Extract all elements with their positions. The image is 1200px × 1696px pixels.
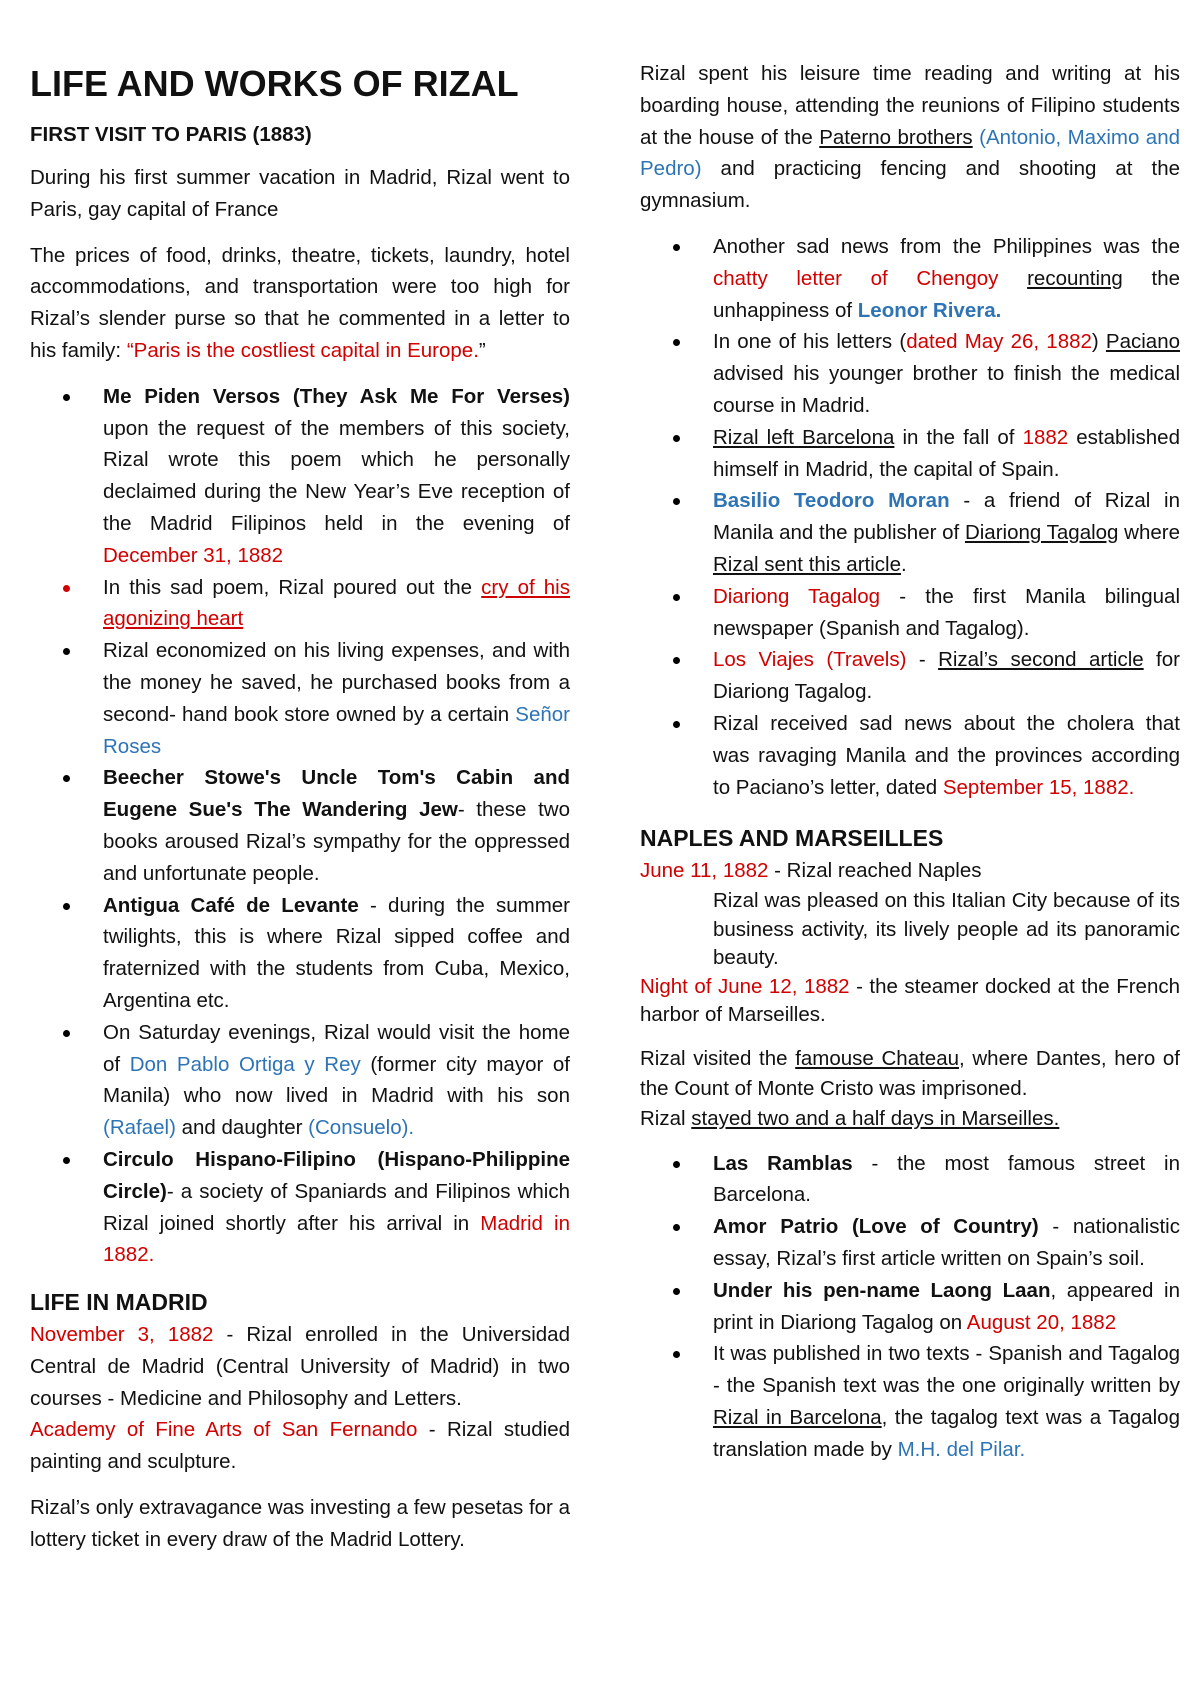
list-item: Las Ramblas - the most famous street in Barcelona. [640,1148,1180,1212]
bullet-list-madrid [640,231,1180,803]
list-item: Basilio Teodoro Moran - a friend of Rizal in Manila and the publisher of Diariong Tagalog where Rizal sent this article. [640,485,1180,580]
paragraph-enrolled: November 3, 1882 - Rizal enrolled in the Universidad Central de Madrid (Central University of Madrid) in two courses - Medicine and Philosophy and Letters. [30,1323,570,1410]
right-column [640,58,1180,1480]
list-item: Rizal economized on his living expenses, and with the money he saved, he purchased books from a second- hand book store owned by a certain Señor Roses [30,635,570,762]
list-item: Beecher Stowe's Uncle Tom's Cabin and Eugene Sue's The Wandering Jew- these two books aroused Rizal’s sympathy for the oppressed and unfortunate people. [30,762,570,889]
list-item: Rizal left Barcelona in the fall of 1882 established himself in Madrid, the capital of Spain. [640,422,1180,486]
bullet-list-paris [30,381,570,1271]
paragraph-naples: June 11, 1882 - Rizal reached Naples [640,859,982,883]
paragraph-marseilles: Night of June 12, 1882 - the steamer docked at the French harbor of Marseilles. [640,974,1181,1027]
paragraph-academy: Academy of Fine Arts of San Fernando - Rizal studied painting and sculpture. [30,1418,570,1474]
list-item: Me Piden Versos (They Ask Me For Verses) upon the request of the members of this society, Rizal wrote this poem which he personally declaimed during the New Year’s Eve reception of the Madrid Filipinos held in the evening of December 31, 1882 [30,381,570,572]
list-item: Amor Patrio (Love of Country) - nationalistic essay, Rizal’s first article written on Spain’s soil. [640,1211,1180,1275]
paragraph-paris-vacation: During his first summer vacation in Madrid, Rizal went to Paris, gay capital of France [30,166,570,221]
list-item: Another sad news from the Philippines was the chatty letter of Chengoy recounting the unhappiness of Leonor Rivera. [640,231,1180,326]
paragraph-lottery: Rizal’s only extravagance was investing a few pesetas for a lottery ticket in every draw of the Madrid Lottery. [30,1496,570,1551]
bullet-list-barcelona [640,1148,1180,1466]
list-item: Under his pen-name Laong Laan, appeared in print in Diariong Tagalog on August 20, 1882 [640,1275,1180,1339]
list-item: In this sad poem, Rizal poured out the cry of his agonizing heart [30,572,570,636]
list-item: It was published in two texts - Spanish and Tagalog - the Spanish text was the one originally written by Rizal in Barcelona, the tagalog text was a Tagalog translation made by M.H. del Pilar. [640,1338,1180,1465]
list-item: Diariong Tagalog - the first Manila bilingual newspaper (Spanish and Tagalog). [640,581,1180,645]
paragraph-naples-pleased: Rizal was pleased on this Italian City because of its business activity, its lively people ad its panoramic beauty. [713,889,1180,970]
list-item: Los Viajes (Travels) - Rizal’s second article for Diariong Tagalog. [640,644,1180,708]
section-heading-madrid: LIFE IN MADRID [30,1289,208,1316]
page-title: LIFE AND WORKS OF RIZAL [30,63,519,104]
quote-costliest-capital: “Paris is the costliest capital in Europe. [126,338,479,362]
list-item: In one of his letters (dated May 26, 1882) Paciano advised his younger brother to finish the medical course in Madrid. [640,326,1180,421]
list-item: On Saturday evenings, Rizal would visit the home of Don Pablo Ortiga y Rey (former city mayor of Manila) who now lived in Madrid with his son (Rafael) and daughter (Consuelo). [30,1017,570,1144]
list-item: Rizal received sad news about the cholera that was ravaging Manila and the provinces according to Paciano’s letter, dated September 15, 1882. [640,708,1180,803]
list-item: Circulo Hispano-Filipino (Hispano-Philippine Circle)- a society of Spaniards and Filipinos which Rizal joined shortly after his arrival in Madrid in 1882. [30,1144,570,1271]
paragraph-paris-prices: The prices of food, drinks, theatre, tickets, laundry, hotel accommodations, and transportation were too high for Rizal’s slender purse so that he commented in a letter to his family: “Paris is the costliest capital in Europe.” [30,243,570,362]
section-heading-paris: FIRST VISIT TO PARIS (1883) [30,123,312,146]
left-column [30,58,570,1570]
section-heading-naples: NAPLES AND MARSEILLES [640,825,944,852]
paragraph-chateau: Rizal visited the famouse Chateau, where Dantes, hero of the Count of Monte Cristo was imprisoned. [640,1046,1180,1100]
paragraph-stayed: Rizal stayed two and a half days in Marseilles. [640,1106,1060,1130]
list-item: Antigua Café de Levante - during the summer twilights, this is where Rizal sipped coffee and fraternized with the students from Cuba, Mexico, Argentina etc. [30,890,570,1017]
paragraph-leisure: Rizal spent his leisure time reading and writing at his boarding house, attending the reunions of Filipino students at the house of the Paterno brothers (Antonio, Maximo and Pedro) and practicing fencing and shooting at the gymnasium. [640,62,1181,213]
